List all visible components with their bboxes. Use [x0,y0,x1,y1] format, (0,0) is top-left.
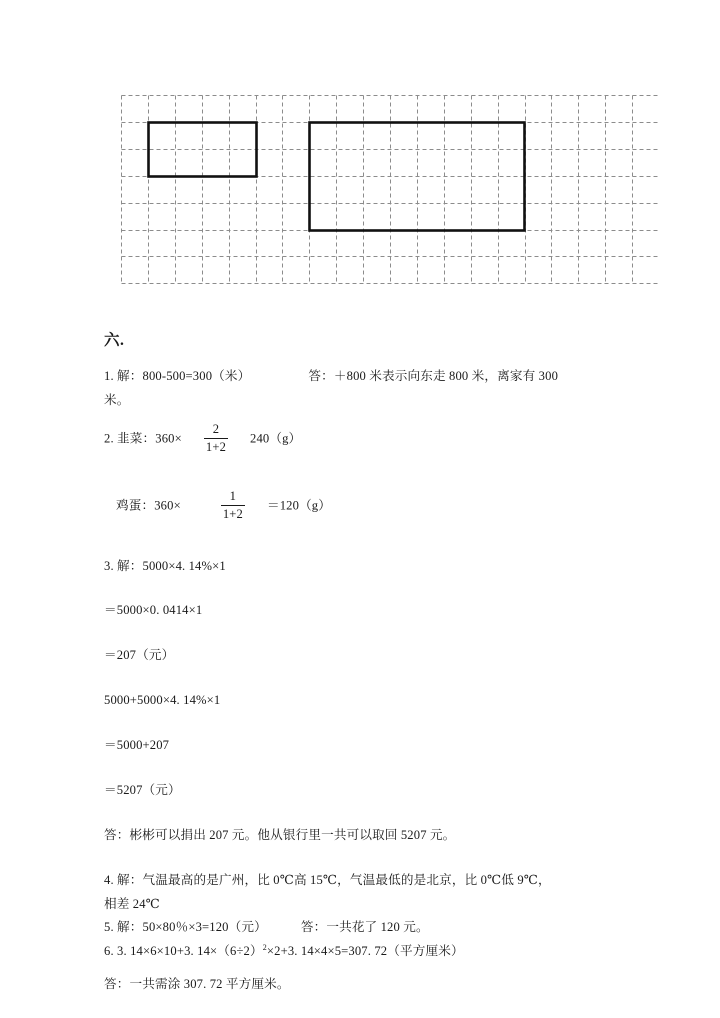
item-6-expression-part-2: ×2+3. 14×4×5=307. 72（平方厘米） [266,943,464,958]
item-2-line-1 [104,423,620,456]
item-4-line-1: 4. 解：气温最高的是广州，比 0℃高 15℃，气温最低的是北京，比 0℃低 9℃， [104,873,551,888]
item-3-line-2: ＝5000×0. 0414×1 [104,603,203,618]
exponent-two: 2 [262,942,267,952]
item-1-line-1 [104,367,620,387]
fraction-one-third [221,489,245,522]
item-1-answer: 答：＋800 米表示向东走 800 米，离家有 300 [308,369,559,384]
item-3-line-1: 3. 解：5000×4. 14%×1 [104,558,226,573]
item-3-line-4: 5000+5000×4. 14%×1 [104,693,221,708]
item-1-line-2: 米。 [104,392,130,407]
item-5-answer: 答：一共花了 120 元。 [300,920,429,935]
answer-key-body [104,332,620,1008]
item-4-line-2: 相差 24℃ [104,896,160,911]
item-5-line-1 [104,918,620,938]
section-heading: 六. [104,332,125,349]
fraction-two-thirds [204,422,228,455]
item-6-expression-part-1: 6. 3. 14×6×10+3. 14×（6÷2） [104,943,263,958]
item-3-line-3: ＝207（元） [104,648,175,663]
item-3-answer: 答：彬彬可以捐出 207 元。他从银行里一共可以取回 5207 元。 [104,827,456,842]
fraction-numerator: 2 [212,422,220,437]
item-2-line-2 [104,490,620,523]
fraction-denominator: 1+2 [205,439,227,454]
item-1-solution: 1. 解：800-500=300（米） [104,369,251,384]
item-3-line-5: ＝5000+207 [104,738,170,753]
item-3-line-6: ＝5207（元） [104,782,181,797]
item-2-jidan-label: 鸡蛋：360× [116,498,181,513]
grid-svg [121,95,659,292]
item-2-jidan-result: ＝120（g） [266,498,332,513]
item-2-jiucai-result: 240（g） [250,431,302,446]
item-6-answer: 答：一共需涂 307. 72 平方厘米。 [104,977,290,992]
fraction-numerator: 1 [229,488,237,503]
item-5-solution: 5. 解：50×80％×3=120（元） [104,920,267,935]
fraction-denominator: 1+2 [222,506,243,521]
item-6-line-1 [104,942,620,962]
item-2-jiucai-label: 2. 韭菜：360× [104,431,182,446]
rectangle-grid-figure [121,95,659,292]
